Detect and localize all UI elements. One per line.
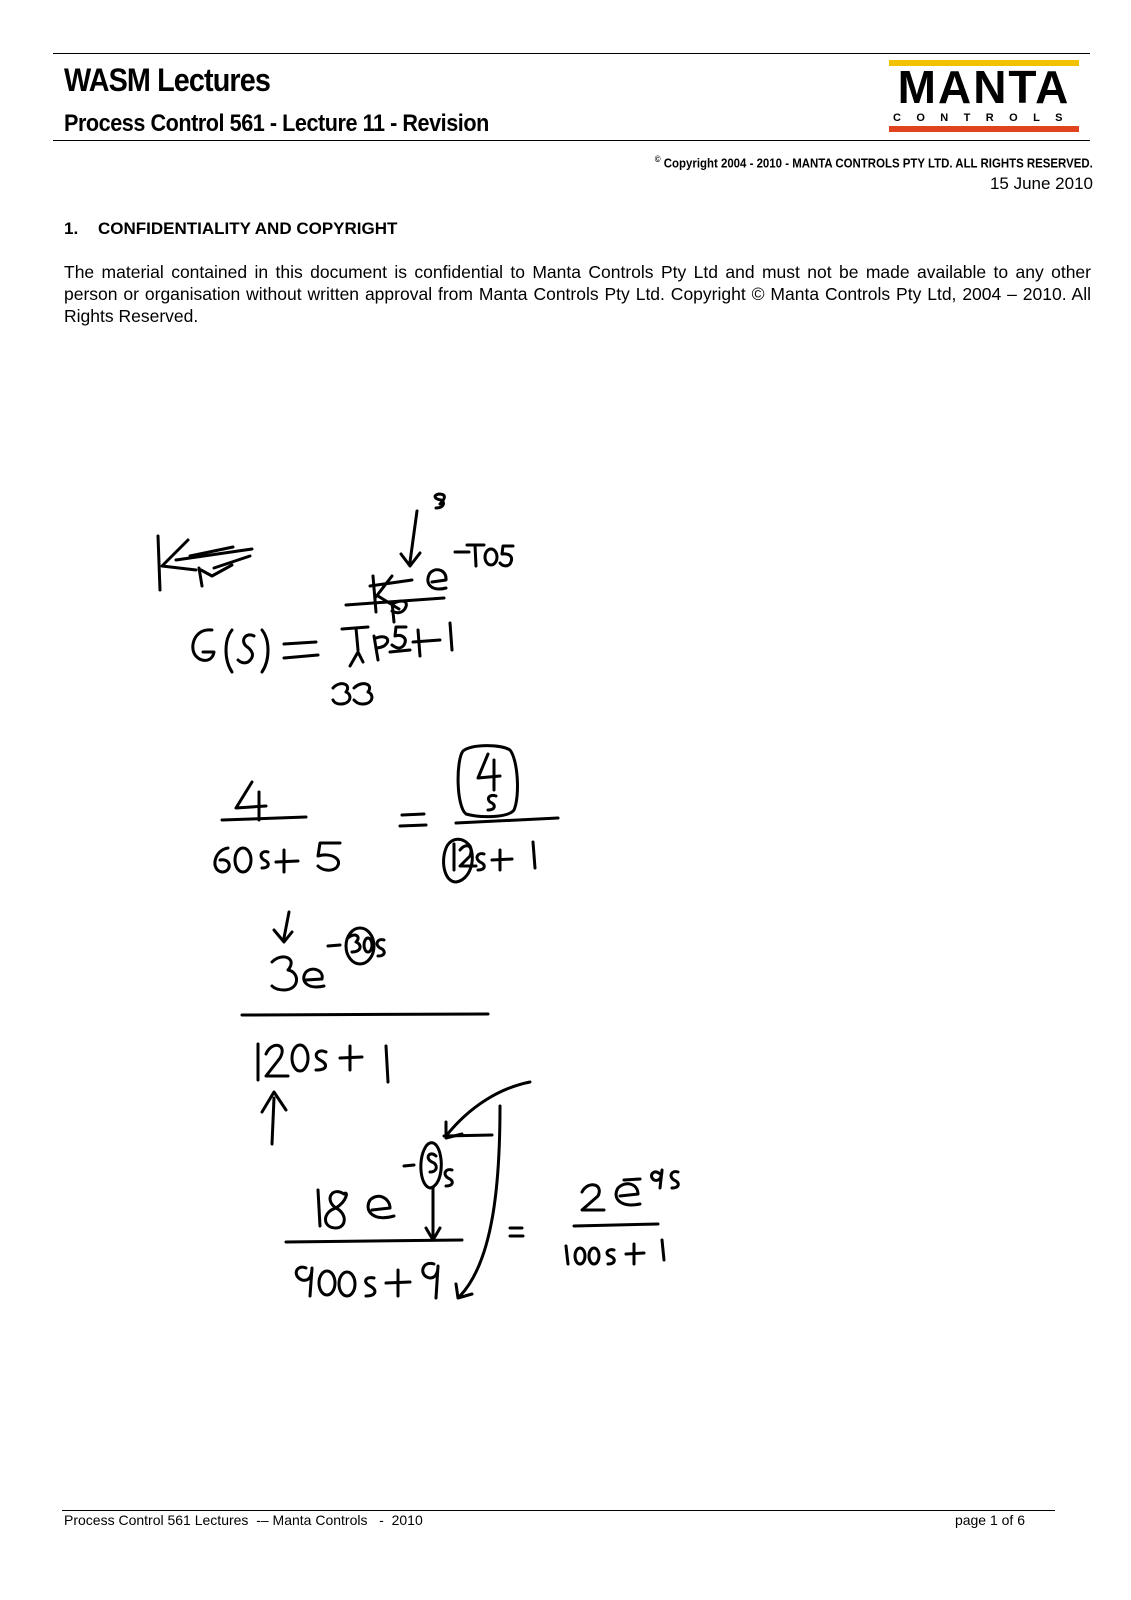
eq1-note-33 (333, 684, 372, 704)
section-body: The material contained in this document is confidential to Manta Controls Pty Ltd and must not be made available to any other person or organisation without written approval from Manta Controls Pty Ltd. Copyright © Manta Controls Pty Ltd, 2004 – 2010. All Rights Reserved. (64, 262, 1091, 326)
header-rule (53, 140, 1090, 141)
copyright-symbol: © (654, 154, 661, 164)
section-title: CONFIDENTIALITY AND COPYRIGHT (98, 219, 398, 238)
eq1-lhs-g-of-s (193, 630, 318, 672)
eq4-arrows (444, 1082, 530, 1298)
manta-controls-logo (889, 60, 1079, 134)
eq1-side-kp (158, 536, 252, 590)
footer-rule (62, 1510, 1055, 1511)
eq4-equals (510, 1228, 523, 1236)
eq2-right-fraction (444, 746, 558, 882)
section-heading (64, 219, 397, 239)
logo-bottom-bar (889, 126, 1079, 132)
eq2-equals (400, 814, 426, 826)
eq2-left-fraction (215, 782, 340, 872)
eq3-fraction (242, 912, 488, 1144)
footer-left-text: Process Control 561 Lectures -– Manta Controls - 2010 (64, 1512, 423, 1528)
section-number: 1. (64, 219, 79, 238)
eq5-fraction (566, 1170, 678, 1264)
eq1-exponent (455, 545, 513, 566)
document-title: WASM Lectures (64, 62, 270, 98)
eq1-note-s-arrow (401, 494, 444, 566)
copyright-line (655, 154, 1093, 170)
logo-name: MANTA (897, 61, 1071, 113)
document-subtitle: Process Control 561 - Lecture 11 - Revision (64, 110, 489, 137)
page-number: page 1 of 6 (954, 1512, 1025, 1528)
eq1-numerator (370, 570, 446, 622)
eq4-fraction (286, 1143, 462, 1298)
copyright-text: Copyright 2004 - 2010 - MANTA CONTROLS PTY LTD. ALL RIGHTS RESERVED. (660, 155, 1093, 171)
eq1-fraction-bar (346, 598, 444, 605)
document-date: 15 June 2010 (989, 174, 1093, 193)
eq1-denominator (342, 623, 452, 666)
top-rule (53, 53, 1090, 54)
logo-subtext: CONTROLS (893, 112, 1078, 124)
